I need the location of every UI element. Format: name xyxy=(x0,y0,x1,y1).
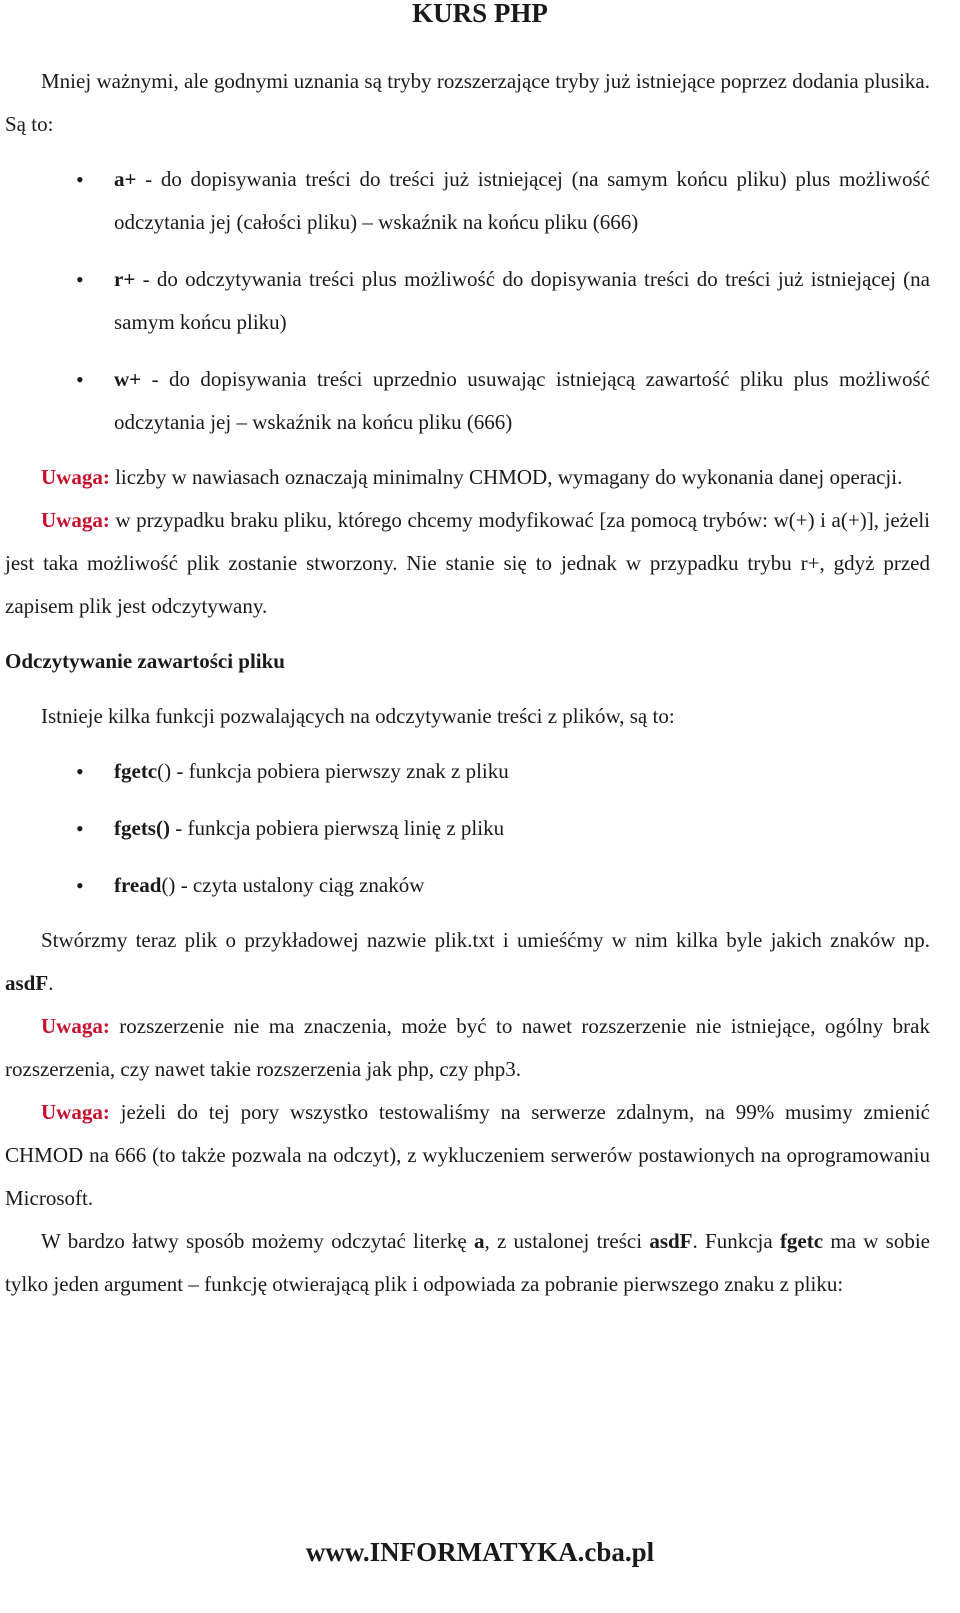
function-description: - funkcja pobiera pierwszy znak z pliku xyxy=(171,759,509,783)
bold-letter: a xyxy=(473,1229,485,1253)
paragraph-text: , z ustalonej treści xyxy=(484,1229,650,1253)
bold-sample-content: asdF xyxy=(5,971,49,995)
paragraph-text: ma w sobie tylko jeden argument – funkcję otwierającą plik i odpowiada za pobranie pierwszego znaku z pliku: xyxy=(5,1229,930,1296)
mode-term: w+ xyxy=(114,367,142,391)
footer-website-url: www.INFORMATYKA.cba.pl xyxy=(305,1537,655,1567)
bullet-icon: • xyxy=(76,267,84,292)
bold-sample-content: asdF xyxy=(649,1229,693,1253)
paragraph-text: . Funkcja xyxy=(692,1229,780,1253)
list-item-mode-w-plus xyxy=(76,358,930,444)
list-item-fread xyxy=(76,864,930,907)
intro-paragraph: Mniej ważnymi, ale godnymi uznania są tryby rozszerzające tryby już istniejące poprzez dodania plusika. Są to: xyxy=(5,69,930,136)
modes-list xyxy=(5,158,930,444)
function-name: fgetc xyxy=(114,759,158,783)
note-chmod xyxy=(5,456,930,499)
paragraph-text: W bardzo łatwy sposób możemy odczytać literkę xyxy=(41,1229,474,1253)
paragraph-end: . xyxy=(48,971,54,995)
bold-function-name: fgetc xyxy=(779,1229,824,1253)
mode-term: a+ xyxy=(114,167,137,191)
note-chmod-change xyxy=(5,1091,930,1220)
mode-term: r+ xyxy=(114,267,136,291)
function-parens: () xyxy=(157,759,172,783)
bullet-icon: • xyxy=(76,167,84,192)
note-text: w przypadku braku pliku, którego chcemy modyfikować [za pomocą trybów: w(+) i a(+)], jeżeli jest taka możliwość plik zostanie stworzony. Nie stanie się to jednak w przypadku trybu r+, gdyż przed zapisem plik jest odczytywany. xyxy=(5,508,930,618)
note-text: rozszerzenie nie ma znaczenia, może być to nawet rozszerzenie nie istniejące, ogólny brak rozszerzenia, czy nawet takie rozszerzenia jak php, czy php3. xyxy=(5,1014,930,1081)
warning-label: Uwaga: xyxy=(41,465,110,489)
note-text: liczby w nawiasach oznaczają minimalny CHMOD, wymagany do wykonania danej operacji. xyxy=(109,465,903,489)
mode-description: - do odczytywania treści plus możliwość do dopisywania treści do treści już istniejącej (na samym końcu pliku) xyxy=(114,267,930,334)
bullet-icon: • xyxy=(76,759,84,784)
list-item-fgetc xyxy=(76,750,930,793)
bullet-icon: • xyxy=(76,367,84,392)
note-text: jeżeli do tej pory wszystko testowaliśmy na serwerze zdalnym, na 99% musimy zmienić CHMOD na 666 (to także pozwala na odczyt), z wykluczeniem serwerów postawionych na oprogramowaniu Microsoft. xyxy=(5,1100,930,1210)
create-file-paragraph xyxy=(5,919,930,1005)
fgetc-explanation-paragraph xyxy=(5,1220,930,1306)
bullet-icon: • xyxy=(76,816,84,841)
page-header-title: KURS PHP xyxy=(412,0,548,28)
function-description: - funkcja pobiera pierwszą linię z pliku xyxy=(169,816,505,840)
warning-label: Uwaga: xyxy=(41,1014,110,1038)
warning-label: Uwaga: xyxy=(41,508,110,532)
function-name: fgets() xyxy=(114,816,170,840)
bullet-icon: • xyxy=(76,873,84,898)
document-body xyxy=(5,60,930,1306)
functions-list xyxy=(5,750,930,907)
function-name: fread xyxy=(114,873,162,897)
list-item-mode-a-plus xyxy=(76,158,930,244)
list-item-mode-r-plus xyxy=(76,258,930,344)
list-item-fgets xyxy=(76,807,930,850)
mode-description: - do dopisywania treści do treści już istniejącej (na samym końcu pliku) plus możliwość odczytania jej (całości pliku) – wskaźnik na końcu pliku (666) xyxy=(114,167,930,234)
warning-label: Uwaga: xyxy=(41,1100,110,1124)
section-heading: Odczytywanie zawartości pliku xyxy=(5,649,285,673)
paragraph-text: Stwórzmy teraz plik o przykładowej nazwie plik.txt i umieśćmy w nim kilka byle jakich znaków np. xyxy=(41,928,930,952)
note-extension xyxy=(5,1005,930,1091)
note-missing-file xyxy=(5,499,930,628)
mode-description: - do dopisywania treści uprzednio usuwając istniejącą zawartość pliku plus możliwość odczytania jej – wskaźnik na końcu pliku (666) xyxy=(114,367,930,434)
function-parens: () xyxy=(161,873,176,897)
functions-intro-paragraph: Istnieje kilka funkcji pozwalających na odczytywanie treści z plików, są to: xyxy=(41,704,675,728)
function-description: - czyta ustalony ciąg znaków xyxy=(175,873,425,897)
